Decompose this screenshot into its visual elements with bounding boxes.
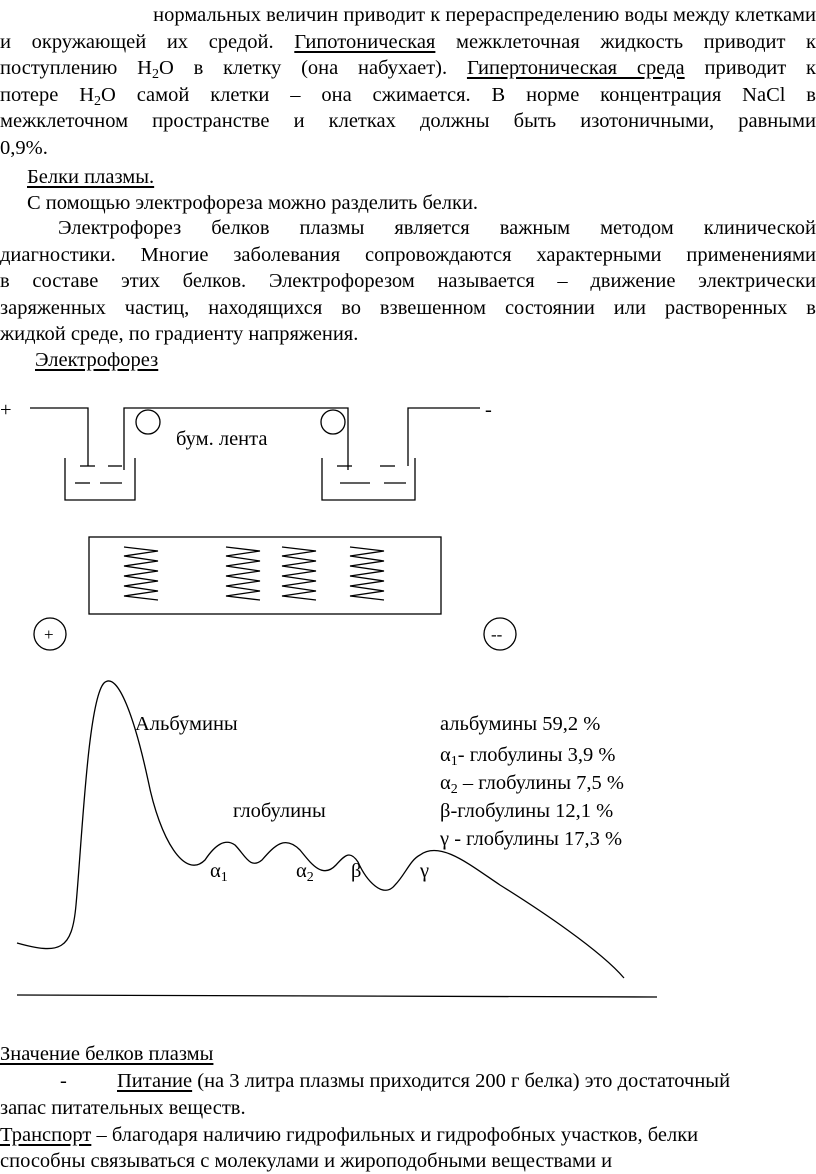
term-hypotonic: Гипотоническая [294, 30, 436, 53]
electro-text-2: диагностики. Многие заболевания сопровождаются характерными применениями [0, 243, 816, 266]
electro-text-5: жидкой среде, по градиенту напряжения. [0, 323, 359, 346]
gamma-peak-label: γ [420, 860, 430, 882]
intro-text-4a: потере Н [0, 83, 95, 106]
electro-text-3: в составе этих белков. Электрофорезом называется – движение электрически [0, 270, 816, 293]
intro-text-4b: О самой клетки – она сжимается. В норме концентрация NaCl в [101, 83, 816, 106]
intro-text-3a: поступлению Н [0, 57, 152, 80]
fraction-alpha1-subscript: 1 [450, 754, 458, 769]
intro-text-2a: и окружающей их средой. [0, 30, 274, 53]
alpha1-symbol: α [210, 860, 221, 882]
transport-line-2: способны связываться с молекулами и жироподобными веществами и [0, 1150, 613, 1172]
right-wire [408, 408, 480, 466]
fraction-gamma [440, 826, 622, 852]
beta-peak-label: β [351, 860, 362, 882]
fraction-alpha1-text: - глобулины 3,9 % [457, 744, 616, 766]
electrophoresis-heading: Электрофорез [35, 349, 159, 371]
nutrition-line [117, 1068, 730, 1094]
alpha2-peak-label [296, 858, 314, 891]
plus-sign: + [0, 399, 12, 421]
nutrition-term: Питание [117, 1070, 193, 1092]
fraction-alpha2-subscript: 2 [450, 782, 458, 797]
electro-text-4: заряженных частиц, находящихся во взвешенном состоянии или растворенных в [0, 296, 816, 319]
globulins-label: глобулины [233, 800, 326, 822]
band-zigzag-1 [124, 547, 158, 600]
right-trough [322, 458, 415, 500]
fraction-alpha1-symbol: α [440, 744, 451, 766]
significance-heading: Значение белков плазмы [0, 1043, 214, 1065]
alpha1-subscript: 1 [220, 870, 228, 885]
nutrition-text: (на 3 литра плазмы приходится 200 г белка) это достаточный [192, 1070, 731, 1092]
plasma-proteins-heading: Белки плазмы. [27, 166, 155, 188]
band-zigzag-4 [350, 547, 384, 600]
curve-baseline [17, 995, 657, 997]
nutrition-line-2: запас питательных веществ. [0, 1097, 246, 1119]
intro-text-3b: О в клетку (она набухает). [158, 57, 448, 80]
transport-line [0, 1122, 698, 1148]
subscript-2b: 2 [94, 93, 102, 109]
transport-text: – благодаря наличию гидрофильных и гидрофобных участков, белки [91, 1124, 699, 1146]
fraction-beta [440, 798, 613, 824]
minus-sign: - [485, 399, 492, 421]
albumins-label: Альбумины [135, 713, 238, 735]
cathode-label: -- [491, 625, 503, 644]
fraction-albumin: альбумины 59,2 % [440, 713, 601, 735]
fraction-alpha2-text: – глобулины 7,5 % [457, 772, 624, 794]
paper-tape-label: бум. лента [176, 428, 268, 450]
transport-term: Транспорт [0, 1124, 92, 1146]
intro-text-3c: приводит к [704, 57, 816, 80]
fraction-alpha2-symbol: α [440, 772, 451, 794]
intro-text-1: нормальных величин приводит к перераспределению воды между клетками [153, 4, 816, 26]
left-roller [136, 410, 160, 434]
subscript-2: 2 [151, 67, 159, 83]
anode-label: + [44, 625, 54, 644]
fraction-gamma-symbol: γ [440, 828, 450, 850]
intro-text-6: 0,9%. [0, 136, 48, 159]
fraction-gamma-text: - глобулины 17,3 % [449, 828, 623, 850]
fraction-beta-text: -глобулины 12,1 % [450, 800, 614, 822]
alpha1-peak-label [210, 858, 228, 891]
left-wire [30, 408, 88, 466]
fraction-beta-symbol: β [440, 800, 451, 822]
band-zigzag-3 [282, 547, 316, 600]
electrophoresis-sentence: С помощью электрофореза можно разделить белки. [27, 192, 479, 214]
alpha2-subscript: 2 [306, 870, 314, 885]
alpha2-symbol: α [296, 860, 307, 882]
right-roller [321, 410, 345, 434]
electro-text-1: Электрофорез белков плазмы является важным методом клинической [58, 217, 816, 239]
band-zigzag-2 [226, 547, 260, 600]
intro-text-5: межклеточном пространстве и клетках должны быть изотоничными, равными [0, 110, 816, 133]
nutrition-dash: - [60, 1070, 67, 1092]
intro-text-2b: межклеточная жидкость приводит к [456, 30, 816, 53]
term-hypertonic: Гипертоническая среда [466, 57, 685, 80]
